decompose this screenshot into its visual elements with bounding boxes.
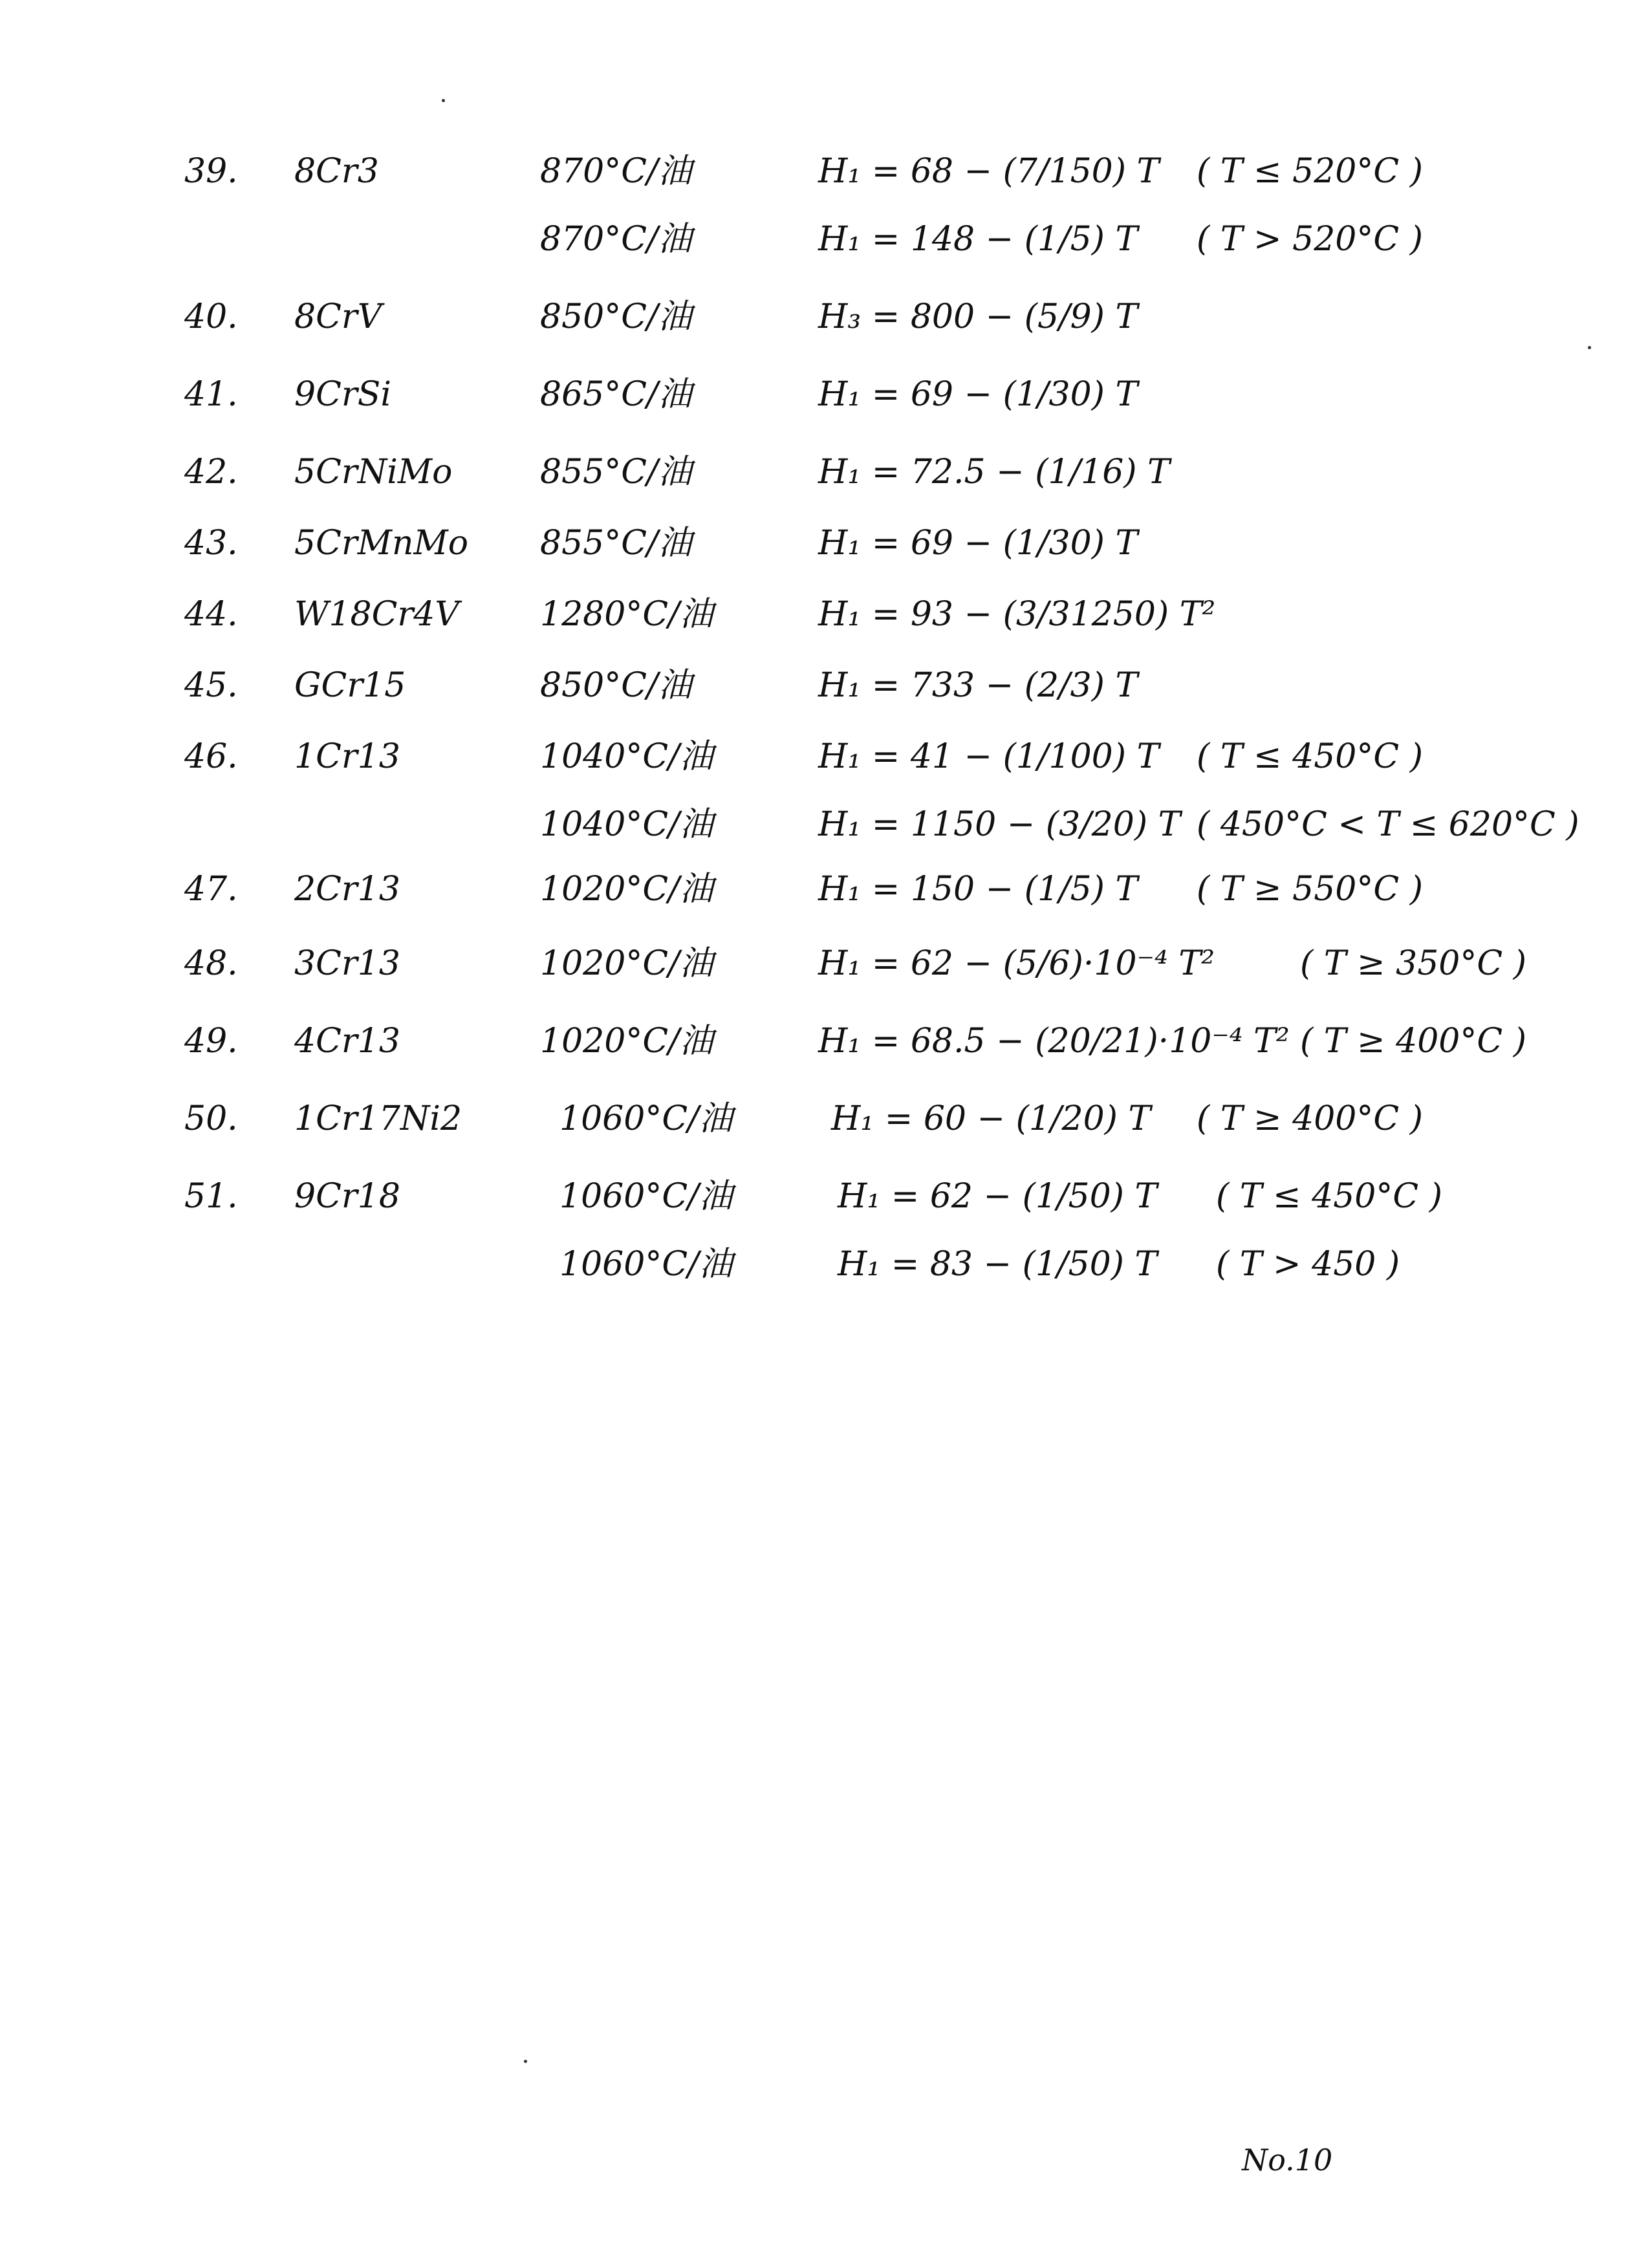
heat-treatment: 1020°C/油: [540, 944, 713, 983]
heat-treatment: 855°C/油: [540, 453, 692, 491]
steel-grade: 2Cr13: [294, 870, 400, 909]
entry-line: [0, 511, 1648, 576]
entry-line: [0, 653, 1648, 718]
steel-grade: 8CrV: [294, 297, 382, 336]
hardness-formula: H₁ = 62 − (1/50) T: [838, 1177, 1158, 1216]
entry-line: [0, 1086, 1648, 1151]
entry-number: 51.: [184, 1177, 238, 1216]
heat-treatment: 1060°C/油: [559, 1177, 733, 1216]
entry-number: 49.: [184, 1022, 238, 1061]
temperature-condition: ( 450°C < T ≤ 620°C ): [1197, 805, 1579, 844]
hardness-formula: H₁ = 68.5 − (20/21)·10⁻⁴ T²: [818, 1022, 1290, 1061]
scan-speck: [1588, 346, 1591, 349]
hardness-formula: H₁ = 69 − (1/30) T: [818, 375, 1138, 414]
entry-46: [0, 724, 1648, 880]
steel-grade: 5CrMnMo: [294, 524, 469, 563]
entry-line: [0, 139, 1648, 204]
heat-treatment: 1060°C/油: [559, 1245, 733, 1284]
hardness-formula: H₁ = 72.5 − (1/16) T: [818, 453, 1170, 491]
steel-grade: W18Cr4V: [294, 595, 459, 634]
scan-speck: [524, 2060, 527, 2063]
entry-line: [0, 857, 1648, 922]
hardness-formula: H₁ = 41 − (1/100) T: [818, 737, 1160, 776]
steel-grade: 1Cr13: [294, 737, 400, 776]
hardness-formula: H₁ = 733 − (2/3) T: [818, 666, 1138, 705]
entry-line: [0, 1232, 1648, 1297]
steel-grade: GCr15: [294, 666, 406, 705]
temperature-condition: ( T ≥ 350°C ): [1300, 944, 1526, 983]
entry-number: 50.: [184, 1099, 238, 1138]
entry-39: [0, 139, 1648, 294]
heat-treatment: 850°C/油: [540, 666, 692, 705]
steel-grade: 1Cr17Ni2: [294, 1099, 462, 1138]
hardness-formula: H₁ = 148 − (1/5) T: [818, 220, 1138, 259]
temperature-condition: ( T ≥ 400°C ): [1197, 1099, 1423, 1138]
steel-grade: 4Cr13: [294, 1022, 400, 1061]
entry-number: 44.: [184, 595, 238, 634]
steel-grade: 3Cr13: [294, 944, 400, 983]
heat-treatment: 1020°C/油: [540, 870, 713, 909]
entry-number: 43.: [184, 524, 238, 563]
temperature-condition: ( T ≤ 450°C ): [1216, 1177, 1442, 1216]
hardness-formula: H₁ = 93 − (3/31250) T²: [818, 595, 1216, 634]
temperature-condition: ( T ≤ 450°C ): [1197, 737, 1423, 776]
entry-number: 48.: [184, 944, 238, 983]
heat-treatment: 870°C/油: [540, 220, 692, 259]
heat-treatment: 1040°C/油: [540, 805, 713, 844]
hardness-formula: H₁ = 60 − (1/20) T: [831, 1099, 1151, 1138]
entry-line: [0, 931, 1648, 996]
hardness-formula: H₁ = 83 − (1/50) T: [838, 1245, 1158, 1284]
entry-line: [0, 724, 1648, 789]
entry-number: 45.: [184, 666, 238, 705]
page-number: No.10: [1242, 2143, 1333, 2177]
steel-grade: 5CrNiMo: [294, 453, 453, 491]
entry-number: 46.: [184, 737, 238, 776]
heat-treatment: 855°C/油: [540, 524, 692, 563]
temperature-condition: ( T > 520°C ): [1197, 220, 1423, 259]
entry-line: [0, 792, 1648, 857]
entry-number: 41.: [184, 375, 238, 414]
hardness-formula: H₁ = 62 − (5/6)·10⁻⁴ T²: [818, 944, 1215, 983]
steel-grade: 9Cr18: [294, 1177, 400, 1216]
entry-line: [0, 207, 1648, 272]
heat-treatment: 865°C/油: [540, 375, 692, 414]
entry-number: 47.: [184, 870, 238, 909]
entry-line: [0, 285, 1648, 349]
entry-number: 39.: [184, 152, 238, 191]
temperature-condition: ( T ≥ 400°C ): [1300, 1022, 1526, 1061]
hardness-formula: H₁ = 150 − (1/5) T: [818, 870, 1138, 909]
entry-51: [0, 1164, 1648, 1319]
hardness-formula: H₁ = 68 − (7/150) T: [818, 152, 1160, 191]
entry-line: [0, 440, 1648, 504]
entry-number: 42.: [184, 453, 238, 491]
entry-line: [0, 1164, 1648, 1229]
scan-speck: [442, 99, 445, 102]
heat-treatment: 1020°C/油: [540, 1022, 713, 1061]
heat-treatment: 1040°C/油: [540, 737, 713, 776]
temperature-condition: ( T > 450 ): [1216, 1245, 1400, 1284]
heat-treatment: 850°C/油: [540, 297, 692, 336]
heat-treatment: 1280°C/油: [540, 595, 713, 634]
hardness-formula: H₃ = 800 − (5/9) T: [818, 297, 1138, 336]
heat-treatment: 870°C/油: [540, 152, 692, 191]
entry-number: 40.: [184, 297, 238, 336]
heat-treatment: 1060°C/油: [559, 1099, 733, 1138]
temperature-condition: ( T ≤ 520°C ): [1197, 152, 1423, 191]
entry-line: [0, 1009, 1648, 1074]
steel-grade: 8Cr3: [294, 152, 379, 191]
hardness-formula: H₁ = 1150 − (3/20) T: [818, 805, 1181, 844]
hardness-formula: H₁ = 69 − (1/30) T: [818, 524, 1138, 563]
temperature-condition: ( T ≥ 550°C ): [1197, 870, 1423, 909]
entry-line: [0, 582, 1648, 647]
entry-line: [0, 362, 1648, 427]
steel-grade: 9CrSi: [294, 375, 391, 414]
